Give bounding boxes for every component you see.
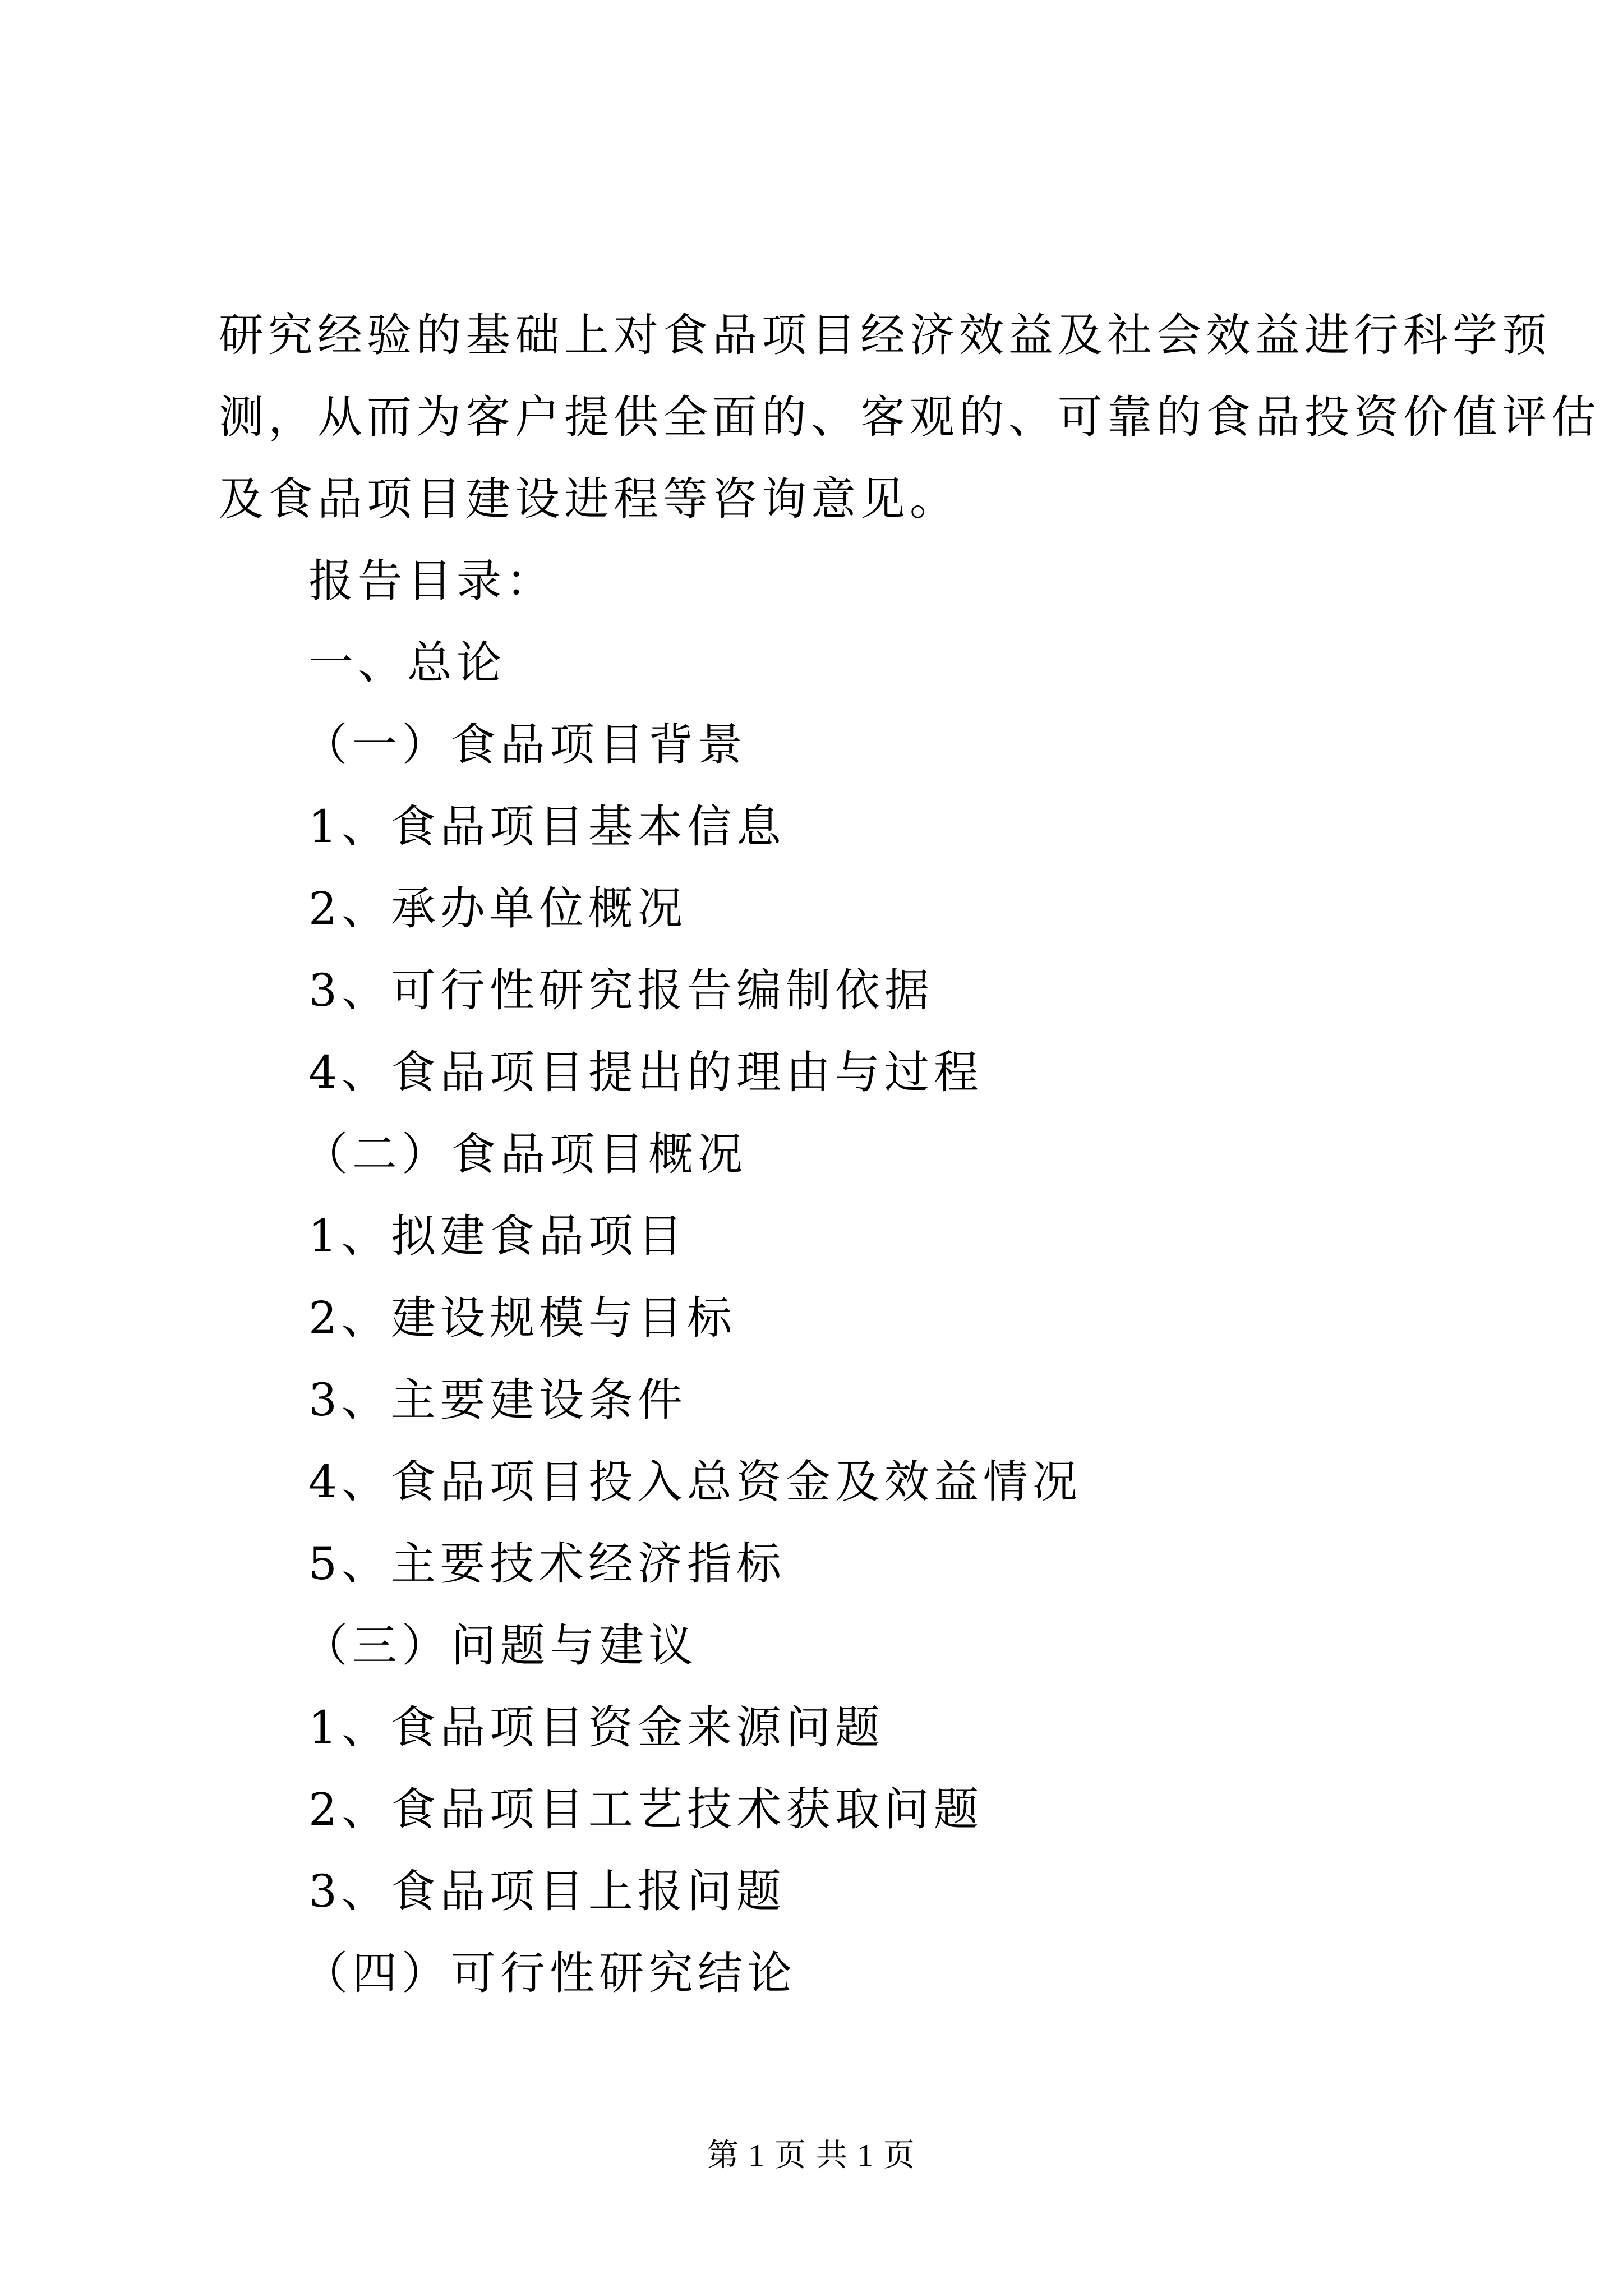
toc-item: 2、食品项目工艺技术获取问题 bbox=[308, 1783, 983, 1835]
toc-item: 1、食品项目基本信息 bbox=[308, 800, 786, 853]
toc-item: 3、食品项目上报问题 bbox=[308, 1865, 786, 1917]
toc-item: 1、食品项目资金来源问题 bbox=[308, 1701, 884, 1754]
toc-heading: 报告目录： bbox=[308, 555, 555, 607]
toc-item: 2、承办单位概况 bbox=[308, 882, 687, 935]
toc-item: 5、主要技术经济指标 bbox=[308, 1538, 786, 1590]
toc-item: 3、可行性研究报告编制依据 bbox=[308, 964, 934, 1016]
toc-item: 1、拟建食品项目 bbox=[308, 1210, 687, 1262]
toc-item: （四）可行性研究结论 bbox=[303, 1947, 796, 1999]
intro-line: 及食品项目建设进程等咨询意见。 bbox=[219, 473, 959, 525]
toc-item: （三）问题与建议 bbox=[303, 1619, 698, 1672]
intro-line: 测，从而为客户提供全面的、客观的、可靠的食品投资价值评估 bbox=[219, 391, 1601, 443]
toc-item: （二）食品项目概况 bbox=[303, 1128, 747, 1180]
document-body bbox=[219, 295, 1601, 2014]
toc-item: 3、主要建设条件 bbox=[308, 1374, 687, 1426]
toc-item: 一、总论 bbox=[308, 637, 506, 689]
toc-item: （一）食品项目背景 bbox=[303, 719, 747, 771]
toc-item: 2、建设规模与目标 bbox=[308, 1292, 736, 1344]
page-footer: 第 1 页 共 1 页 bbox=[707, 2138, 916, 2173]
intro-line: 研究经验的基础上对食品项目经济效益及社会效益进行科学预 bbox=[219, 309, 1551, 361]
toc-item: 4、食品项目提出的理由与过程 bbox=[308, 1046, 983, 1098]
toc-item: 4、食品项目投入总资金及效益情况 bbox=[308, 1456, 1082, 1508]
